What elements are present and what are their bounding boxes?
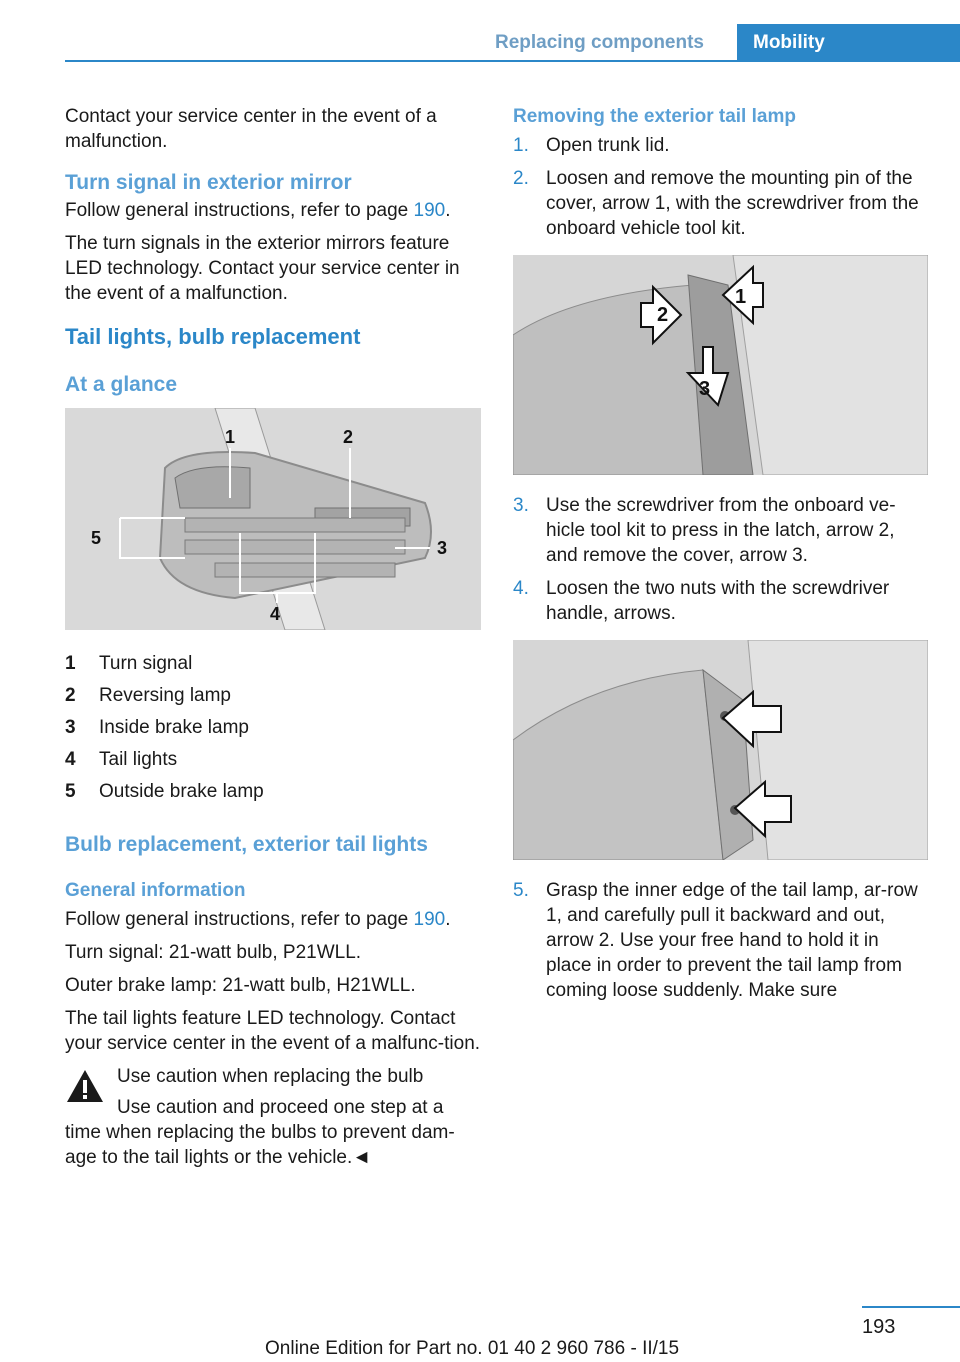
nut-loosening-diagram [513,640,928,860]
turn-signal-spec: Turn signal: 21-watt bulb, P21WLL. [65,942,362,963]
step-item [513,878,929,1003]
step-text: Open trunk lid. [546,135,670,156]
legend-item [65,744,481,776]
figure-label-2: 2 [343,427,354,447]
mirror-ref-link[interactable]: 190 [413,200,446,221]
legend-num: 4 [65,749,76,770]
legend-label: Tail lights [99,749,178,770]
caution-rest: time when replacing the bulbs to prevent dam-age to the tail lights or the vehicle.◄ [65,1122,455,1168]
figure-label-4: 4 [270,604,281,624]
at-a-glance-heading: At a glance [65,373,178,396]
led-note: The tail lights feature LED technology. Contact your service center in the event of a malfunc-tion. [65,1008,481,1054]
step-item [513,493,929,568]
step-number: 4. [513,578,529,599]
figure-label-5: 5 [91,528,102,548]
caution-title: Use caution when replacing the bulb [117,1066,424,1087]
cover-removal-figure [513,255,928,475]
steps-list-a [513,133,929,241]
legend-label: Turn signal [99,653,193,674]
cover-removal-diagram [513,255,928,475]
mirror-ref-text: Follow general instructions, refer to page [65,200,414,221]
step-text: Loosen and remove the mounting pin of the cover, arrow 1, with the screwdriver from the onboard vehicle tool kit. [546,168,919,239]
step-text: Use the screwdriver from the onboard ve-hicle tool kit to press in the latch, arrow 2, and remove the cover, arrow 3. [546,495,896,566]
header-rule [65,60,960,62]
left-column [65,104,481,1170]
right-column [513,104,929,1011]
step-number: 3. [513,495,529,516]
legend-label: Reversing lamp [99,685,231,706]
nut-loosening-figure [513,640,928,860]
general-info-heading: General information [65,880,246,901]
legend-item [65,712,481,744]
legend-label: Inside brake lamp [99,717,249,738]
legend-item [65,776,481,808]
header-section-title: Replacing components [494,32,704,53]
intro-text: Contact your service center in the event of a malfunction. [65,106,437,152]
steps-list-b [513,493,929,626]
step-text: Grasp the inner edge of the tail lamp, ar-row 1, and carefully pull it backward and out, arrow 2. Use your free hand to hold it in place in order to prevent the tail lamp from coming loose suddenly. Make sure [546,880,918,1001]
brake-lamp-spec: Outer brake lamp: 21-watt bulb, H21WLL. [65,975,416,996]
legend-num: 1 [65,653,76,674]
legend-item [65,648,481,680]
mirror-body: The turn signals in the exterior mirrors feature LED technology. Contact your service center in the event of a malfunction. [65,233,460,304]
mirror-ref [65,198,481,223]
warning-triangle-icon [65,1068,105,1104]
step-number: 2. [513,168,529,189]
page-number: 193 [862,1316,896,1338]
tail-light-diagram [65,408,481,630]
step-number: 5. [513,880,529,901]
legend-num: 3 [65,717,76,738]
legend-label: Outside brake lamp [99,781,264,802]
step-item [513,576,929,626]
general-ref [65,907,481,932]
figure-label-3: 3 [437,538,448,558]
tail-lights-heading: Tail lights, bulb replacement [65,324,361,349]
legend-num: 2 [65,685,76,706]
step-number: 1. [513,135,529,156]
tail-light-overview-figure [65,408,481,630]
step-item [513,166,929,241]
removing-heading: Removing the exterior tail lamp [513,106,796,127]
page-number-rule [862,1306,960,1308]
bulb-replacement-heading: Bulb replacement, exterior tail lights [65,833,428,856]
legend-num: 5 [65,781,76,802]
general-ref-link[interactable]: 190 [413,909,446,930]
caution-body [65,1095,481,1170]
edition-footer: Online Edition for Part no. 01 40 2 960 786 - II/15 [265,1338,680,1359]
legend-item [65,680,481,712]
mirror-heading: Turn signal in exterior mirror [65,171,352,194]
steps-list-c [513,878,929,1003]
caution-lead: Use caution and proceed one step at a [117,1097,444,1118]
general-ref-end: . [445,909,451,930]
mirror-ref-end: . [445,200,451,221]
step-item [513,133,929,158]
fig1-label-2: 2 [657,304,669,326]
fig1-label-3: 3 [699,378,711,400]
general-ref-text: Follow general instructions, refer to page [65,909,414,930]
header-chapter-tab: Mobility [737,24,960,61]
fig1-label-1: 1 [735,286,747,308]
caution-block [65,1064,481,1170]
figure-legend [65,648,481,808]
step-text: Loosen the two nuts with the screwdriver handle, arrows. [546,578,890,624]
figure-label-1: 1 [225,427,236,447]
